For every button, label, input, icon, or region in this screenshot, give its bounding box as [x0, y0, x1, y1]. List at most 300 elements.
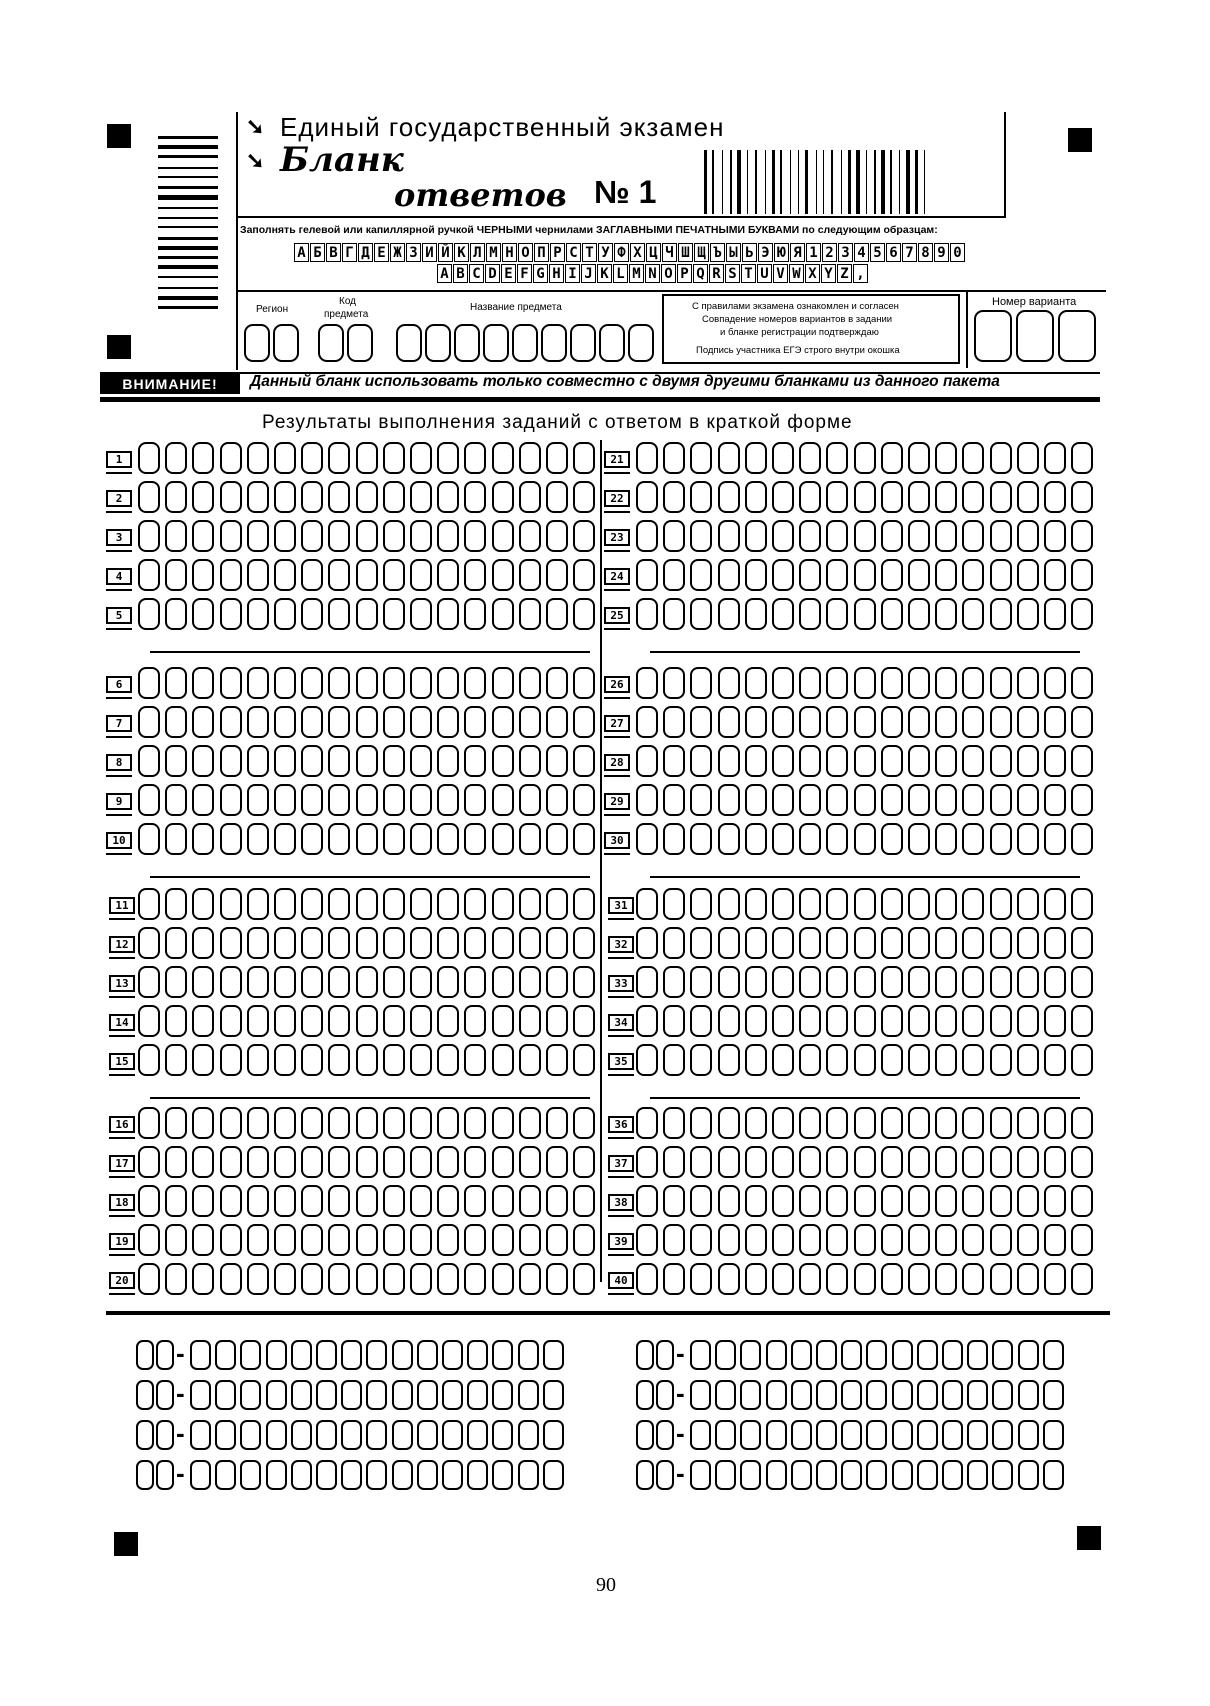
answer-cell-q37[interactable] [799, 1146, 821, 1178]
answer-cell-q8[interactable] [492, 745, 514, 777]
answer-cell-q36[interactable] [935, 1107, 957, 1139]
answer-cell-q16[interactable] [356, 1107, 378, 1139]
answer-cell-q18[interactable] [165, 1185, 187, 1217]
replacement-answer-cell[interactable] [518, 1380, 539, 1410]
answer-cell-q31[interactable] [772, 888, 794, 920]
replacement-answer-cell[interactable] [190, 1340, 211, 1370]
answer-cell-q6[interactable] [301, 667, 323, 699]
answer-cell-q17[interactable] [410, 1146, 432, 1178]
replacement-answer-cell[interactable] [791, 1460, 812, 1490]
answer-cell-q21[interactable] [772, 442, 794, 474]
answer-cell-q32[interactable] [1044, 927, 1066, 959]
answer-cell-q6[interactable] [356, 667, 378, 699]
answer-cell-q11[interactable] [573, 888, 595, 920]
answer-cell-q35[interactable] [1044, 1044, 1066, 1076]
answer-cell-q2[interactable] [220, 481, 242, 513]
replacement-answer-cell[interactable] [866, 1340, 887, 1370]
answer-cell-q22[interactable] [908, 481, 930, 513]
answer-cell-q5[interactable] [356, 598, 378, 630]
answer-cell-q39[interactable] [718, 1224, 740, 1256]
answer-cell-q28[interactable] [718, 745, 740, 777]
answer-cell-q40[interactable] [663, 1263, 685, 1295]
answer-cell-q23[interactable] [990, 520, 1012, 552]
replacement-answer-cell[interactable] [942, 1420, 963, 1450]
answer-cell-q15[interactable] [165, 1044, 187, 1076]
answer-cell-q13[interactable] [437, 966, 459, 998]
answer-cell-q20[interactable] [138, 1263, 160, 1295]
answer-cell-q13[interactable] [301, 966, 323, 998]
subject-name-cell[interactable] [512, 324, 538, 362]
answer-cell-q33[interactable] [1017, 966, 1039, 998]
answer-cell-q26[interactable] [908, 667, 930, 699]
replacement-answer-cell[interactable] [1018, 1460, 1039, 1490]
answer-cell-q17[interactable] [138, 1146, 160, 1178]
replacement-number-cell[interactable] [136, 1420, 154, 1450]
answer-cell-q15[interactable] [247, 1044, 269, 1076]
answer-cell-q17[interactable] [192, 1146, 214, 1178]
answer-cell-q21[interactable] [718, 442, 740, 474]
answer-cell-q19[interactable] [301, 1224, 323, 1256]
answer-cell-q32[interactable] [718, 927, 740, 959]
answer-cell-q19[interactable] [274, 1224, 296, 1256]
answer-cell-q40[interactable] [935, 1263, 957, 1295]
answer-cell-q20[interactable] [220, 1263, 242, 1295]
answer-cell-q26[interactable] [962, 667, 984, 699]
answer-cell-q2[interactable] [138, 481, 160, 513]
answer-cell-q15[interactable] [328, 1044, 350, 1076]
answer-cell-q13[interactable] [220, 966, 242, 998]
answer-cell-q16[interactable] [437, 1107, 459, 1139]
answer-cell-q14[interactable] [192, 1005, 214, 1037]
answer-cell-q21[interactable] [1017, 442, 1039, 474]
replacement-answer-cell[interactable] [291, 1460, 312, 1490]
answer-cell-q25[interactable] [690, 598, 712, 630]
answer-cell-q7[interactable] [492, 706, 514, 738]
answer-cell-q13[interactable] [192, 966, 214, 998]
answer-cell-q20[interactable] [274, 1263, 296, 1295]
answer-cell-q6[interactable] [138, 667, 160, 699]
answer-cell-q13[interactable] [274, 966, 296, 998]
answer-cell-q10[interactable] [356, 823, 378, 855]
answer-cell-q6[interactable] [573, 667, 595, 699]
answer-cell-q20[interactable] [328, 1263, 350, 1295]
answer-cell-q23[interactable] [854, 520, 876, 552]
answer-cell-q37[interactable] [826, 1146, 848, 1178]
replacement-answer-cell[interactable] [190, 1460, 211, 1490]
answer-cell-q12[interactable] [519, 927, 541, 959]
replacement-answer-cell[interactable] [366, 1380, 387, 1410]
replacement-answer-cell[interactable] [942, 1340, 963, 1370]
answer-cell-q14[interactable] [573, 1005, 595, 1037]
answer-cell-q7[interactable] [165, 706, 187, 738]
answer-cell-q1[interactable] [192, 442, 214, 474]
answer-cell-q27[interactable] [636, 706, 658, 738]
replacement-answer-cell[interactable] [316, 1420, 337, 1450]
replacement-number-cell[interactable] [156, 1420, 174, 1450]
answer-cell-q29[interactable] [690, 784, 712, 816]
answer-cell-q2[interactable] [247, 481, 269, 513]
answer-cell-q2[interactable] [274, 481, 296, 513]
answer-cell-q38[interactable] [962, 1185, 984, 1217]
answer-cell-q20[interactable] [519, 1263, 541, 1295]
answer-cell-q24[interactable] [1071, 559, 1093, 591]
replacement-answer-cell[interactable] [841, 1380, 862, 1410]
answer-cell-q36[interactable] [854, 1107, 876, 1139]
answer-cell-q29[interactable] [1017, 784, 1039, 816]
answer-cell-q11[interactable] [247, 888, 269, 920]
answer-cell-q4[interactable] [410, 559, 432, 591]
answer-cell-q10[interactable] [383, 823, 405, 855]
replacement-answer-cell[interactable] [892, 1380, 913, 1410]
replacement-answer-cell[interactable] [967, 1340, 988, 1370]
answer-cell-q10[interactable] [573, 823, 595, 855]
answer-cell-q18[interactable] [437, 1185, 459, 1217]
replacement-answer-cell[interactable] [690, 1460, 711, 1490]
replacement-answer-cell[interactable] [766, 1420, 787, 1450]
answer-cell-q8[interactable] [247, 745, 269, 777]
answer-cell-q35[interactable] [718, 1044, 740, 1076]
answer-cell-q38[interactable] [718, 1185, 740, 1217]
answer-cell-q37[interactable] [1044, 1146, 1066, 1178]
answer-cell-q25[interactable] [990, 598, 1012, 630]
replacement-answer-cell[interactable] [992, 1460, 1013, 1490]
answer-cell-q32[interactable] [690, 927, 712, 959]
answer-cell-q9[interactable] [546, 784, 568, 816]
replacement-answer-cell[interactable] [392, 1380, 413, 1410]
answer-cell-q38[interactable] [826, 1185, 848, 1217]
answer-cell-q10[interactable] [328, 823, 350, 855]
answer-cell-q30[interactable] [854, 823, 876, 855]
answer-cell-q25[interactable] [935, 598, 957, 630]
answer-cell-q9[interactable] [301, 784, 323, 816]
answer-cell-q15[interactable] [138, 1044, 160, 1076]
answer-cell-q32[interactable] [1017, 927, 1039, 959]
answer-cell-q39[interactable] [908, 1224, 930, 1256]
replacement-answer-cell[interactable] [866, 1460, 887, 1490]
answer-cell-q3[interactable] [410, 520, 432, 552]
replacement-answer-cell[interactable] [967, 1380, 988, 1410]
answer-cell-q7[interactable] [383, 706, 405, 738]
answer-cell-q31[interactable] [881, 888, 903, 920]
answer-cell-q38[interactable] [854, 1185, 876, 1217]
replacement-answer-cell[interactable] [866, 1380, 887, 1410]
answer-cell-q33[interactable] [772, 966, 794, 998]
replacement-answer-cell[interactable] [492, 1340, 513, 1370]
answer-cell-q11[interactable] [410, 888, 432, 920]
answer-cell-q19[interactable] [410, 1224, 432, 1256]
replacement-answer-cell[interactable] [392, 1460, 413, 1490]
replacement-answer-cell[interactable] [266, 1420, 287, 1450]
answer-cell-q26[interactable] [745, 667, 767, 699]
answer-cell-q8[interactable] [274, 745, 296, 777]
answer-cell-q31[interactable] [826, 888, 848, 920]
answer-cell-q34[interactable] [826, 1005, 848, 1037]
answer-cell-q37[interactable] [908, 1146, 930, 1178]
answer-cell-q36[interactable] [990, 1107, 1012, 1139]
replacement-answer-cell[interactable] [690, 1380, 711, 1410]
answer-cell-q11[interactable] [383, 888, 405, 920]
replacement-answer-cell[interactable] [442, 1340, 463, 1370]
answer-cell-q18[interactable] [519, 1185, 541, 1217]
answer-cell-q13[interactable] [383, 966, 405, 998]
replacement-answer-cell[interactable] [417, 1340, 438, 1370]
answer-cell-q38[interactable] [799, 1185, 821, 1217]
answer-cell-q6[interactable] [220, 667, 242, 699]
replacement-answer-cell[interactable] [992, 1380, 1013, 1410]
answer-cell-q37[interactable] [881, 1146, 903, 1178]
answer-cell-q36[interactable] [826, 1107, 848, 1139]
answer-cell-q19[interactable] [138, 1224, 160, 1256]
answer-cell-q4[interactable] [274, 559, 296, 591]
answer-cell-q33[interactable] [663, 966, 685, 998]
answer-cell-q1[interactable] [437, 442, 459, 474]
replacement-answer-cell[interactable] [492, 1460, 513, 1490]
answer-cell-q12[interactable] [247, 927, 269, 959]
answer-cell-q30[interactable] [908, 823, 930, 855]
answer-cell-q29[interactable] [935, 784, 957, 816]
answer-cell-q37[interactable] [636, 1146, 658, 1178]
answer-cell-q6[interactable] [464, 667, 486, 699]
answer-cell-q16[interactable] [573, 1107, 595, 1139]
replacement-answer-cell[interactable] [417, 1420, 438, 1450]
answer-cell-q15[interactable] [410, 1044, 432, 1076]
answer-cell-q2[interactable] [192, 481, 214, 513]
replacement-answer-cell[interactable] [917, 1460, 938, 1490]
answer-cell-q15[interactable] [356, 1044, 378, 1076]
answer-cell-q4[interactable] [573, 559, 595, 591]
replacement-answer-cell[interactable] [190, 1420, 211, 1450]
answer-cell-q7[interactable] [220, 706, 242, 738]
answer-cell-q23[interactable] [745, 520, 767, 552]
answer-cell-q14[interactable] [247, 1005, 269, 1037]
answer-cell-q25[interactable] [881, 598, 903, 630]
answer-cell-q14[interactable] [301, 1005, 323, 1037]
answer-cell-q4[interactable] [247, 559, 269, 591]
answer-cell-q14[interactable] [410, 1005, 432, 1037]
answer-cell-q37[interactable] [1071, 1146, 1093, 1178]
answer-cell-q20[interactable] [192, 1263, 214, 1295]
answer-cell-q32[interactable] [745, 927, 767, 959]
answer-cell-q29[interactable] [1044, 784, 1066, 816]
answer-cell-q16[interactable] [301, 1107, 323, 1139]
answer-cell-q13[interactable] [410, 966, 432, 998]
answer-cell-q34[interactable] [908, 1005, 930, 1037]
answer-cell-q18[interactable] [546, 1185, 568, 1217]
answer-cell-q40[interactable] [826, 1263, 848, 1295]
answer-cell-q20[interactable] [464, 1263, 486, 1295]
answer-cell-q7[interactable] [274, 706, 296, 738]
answer-cell-q23[interactable] [636, 520, 658, 552]
answer-cell-q5[interactable] [437, 598, 459, 630]
answer-cell-q7[interactable] [573, 706, 595, 738]
answer-cell-q6[interactable] [410, 667, 432, 699]
answer-cell-q32[interactable] [854, 927, 876, 959]
answer-cell-q7[interactable] [519, 706, 541, 738]
answer-cell-q3[interactable] [546, 520, 568, 552]
answer-cell-q2[interactable] [519, 481, 541, 513]
answer-cell-q21[interactable] [962, 442, 984, 474]
answer-cell-q5[interactable] [492, 598, 514, 630]
answer-cell-q24[interactable] [962, 559, 984, 591]
answer-cell-q12[interactable] [301, 927, 323, 959]
replacement-answer-cell[interactable] [1043, 1460, 1064, 1490]
replacement-answer-cell[interactable] [215, 1460, 236, 1490]
replacement-answer-cell[interactable] [240, 1340, 261, 1370]
answer-cell-q34[interactable] [772, 1005, 794, 1037]
answer-cell-q31[interactable] [962, 888, 984, 920]
answer-cell-q30[interactable] [772, 823, 794, 855]
answer-cell-q12[interactable] [328, 927, 350, 959]
answer-cell-q14[interactable] [519, 1005, 541, 1037]
answer-cell-q3[interactable] [247, 520, 269, 552]
answer-cell-q11[interactable] [220, 888, 242, 920]
answer-cell-q36[interactable] [745, 1107, 767, 1139]
answer-cell-q22[interactable] [772, 481, 794, 513]
answer-cell-q26[interactable] [1071, 667, 1093, 699]
replacement-answer-cell[interactable] [740, 1380, 761, 1410]
answer-cell-q12[interactable] [192, 927, 214, 959]
answer-cell-q19[interactable] [165, 1224, 187, 1256]
answer-cell-q40[interactable] [854, 1263, 876, 1295]
answer-cell-q30[interactable] [636, 823, 658, 855]
replacement-answer-cell[interactable] [816, 1340, 837, 1370]
answer-cell-q9[interactable] [519, 784, 541, 816]
answer-cell-q28[interactable] [962, 745, 984, 777]
answer-cell-q7[interactable] [356, 706, 378, 738]
answer-cell-q35[interactable] [1071, 1044, 1093, 1076]
answer-cell-q18[interactable] [274, 1185, 296, 1217]
replacement-answer-cell[interactable] [543, 1460, 564, 1490]
variant-cell[interactable] [1058, 310, 1096, 362]
answer-cell-q18[interactable] [220, 1185, 242, 1217]
answer-cell-q34[interactable] [718, 1005, 740, 1037]
answer-cell-q24[interactable] [1044, 559, 1066, 591]
answer-cell-q40[interactable] [772, 1263, 794, 1295]
replacement-answer-cell[interactable] [316, 1380, 337, 1410]
replacement-answer-cell[interactable] [291, 1340, 312, 1370]
answer-cell-q16[interactable] [383, 1107, 405, 1139]
answer-cell-q5[interactable] [573, 598, 595, 630]
answer-cell-q11[interactable] [138, 888, 160, 920]
answer-cell-q27[interactable] [1017, 706, 1039, 738]
answer-cell-q23[interactable] [1071, 520, 1093, 552]
answer-cell-q29[interactable] [636, 784, 658, 816]
answer-cell-q9[interactable] [410, 784, 432, 816]
answer-cell-q26[interactable] [935, 667, 957, 699]
answer-cell-q27[interactable] [799, 706, 821, 738]
answer-cell-q24[interactable] [799, 559, 821, 591]
answer-cell-q28[interactable] [854, 745, 876, 777]
answer-cell-q11[interactable] [546, 888, 568, 920]
answer-cell-q15[interactable] [274, 1044, 296, 1076]
answer-cell-q33[interactable] [636, 966, 658, 998]
answer-cell-q37[interactable] [1017, 1146, 1039, 1178]
answer-cell-q9[interactable] [274, 784, 296, 816]
answer-cell-q7[interactable] [546, 706, 568, 738]
replacement-answer-cell[interactable] [266, 1340, 287, 1370]
answer-cell-q23[interactable] [962, 520, 984, 552]
answer-cell-q10[interactable] [274, 823, 296, 855]
answer-cell-q21[interactable] [690, 442, 712, 474]
replacement-answer-cell[interactable] [467, 1380, 488, 1410]
replacement-answer-cell[interactable] [543, 1380, 564, 1410]
answer-cell-q22[interactable] [745, 481, 767, 513]
answer-cell-q20[interactable] [301, 1263, 323, 1295]
answer-cell-q4[interactable] [464, 559, 486, 591]
replacement-answer-cell[interactable] [442, 1460, 463, 1490]
answer-cell-q27[interactable] [962, 706, 984, 738]
answer-cell-q40[interactable] [690, 1263, 712, 1295]
answer-cell-q6[interactable] [274, 667, 296, 699]
answer-cell-q2[interactable] [464, 481, 486, 513]
replacement-number-cell[interactable] [136, 1460, 154, 1490]
answer-cell-q4[interactable] [192, 559, 214, 591]
answer-cell-q3[interactable] [573, 520, 595, 552]
answer-cell-q29[interactable] [908, 784, 930, 816]
answer-cell-q7[interactable] [328, 706, 350, 738]
answer-cell-q13[interactable] [356, 966, 378, 998]
answer-cell-q14[interactable] [492, 1005, 514, 1037]
answer-cell-q38[interactable] [690, 1185, 712, 1217]
answer-cell-q34[interactable] [1017, 1005, 1039, 1037]
answer-cell-q9[interactable] [437, 784, 459, 816]
replacement-answer-cell[interactable] [442, 1380, 463, 1410]
answer-cell-q26[interactable] [663, 667, 685, 699]
answer-cell-q23[interactable] [826, 520, 848, 552]
answer-cell-q21[interactable] [799, 442, 821, 474]
replacement-answer-cell[interactable] [442, 1420, 463, 1450]
answer-cell-q4[interactable] [328, 559, 350, 591]
replacement-answer-cell[interactable] [240, 1380, 261, 1410]
answer-cell-q39[interactable] [935, 1224, 957, 1256]
answer-cell-q22[interactable] [990, 481, 1012, 513]
answer-cell-q13[interactable] [247, 966, 269, 998]
answer-cell-q3[interactable] [519, 520, 541, 552]
replacement-answer-cell[interactable] [740, 1340, 761, 1370]
answer-cell-q36[interactable] [1071, 1107, 1093, 1139]
replacement-answer-cell[interactable] [992, 1340, 1013, 1370]
answer-cell-q16[interactable] [519, 1107, 541, 1139]
answer-cell-q4[interactable] [138, 559, 160, 591]
answer-cell-q29[interactable] [881, 784, 903, 816]
replacement-answer-cell[interactable] [1043, 1380, 1064, 1410]
answer-cell-q3[interactable] [464, 520, 486, 552]
answer-cell-q39[interactable] [881, 1224, 903, 1256]
answer-cell-q15[interactable] [437, 1044, 459, 1076]
replacement-answer-cell[interactable] [841, 1340, 862, 1370]
answer-cell-q9[interactable] [220, 784, 242, 816]
answer-cell-q9[interactable] [383, 784, 405, 816]
replacement-answer-cell[interactable] [417, 1460, 438, 1490]
answer-cell-q17[interactable] [546, 1146, 568, 1178]
answer-cell-q21[interactable] [745, 442, 767, 474]
answer-cell-q27[interactable] [826, 706, 848, 738]
answer-cell-q36[interactable] [908, 1107, 930, 1139]
answer-cell-q14[interactable] [464, 1005, 486, 1037]
answer-cell-q3[interactable] [220, 520, 242, 552]
answer-cell-q14[interactable] [328, 1005, 350, 1037]
replacement-number-cell[interactable] [636, 1340, 654, 1370]
answer-cell-q15[interactable] [383, 1044, 405, 1076]
answer-cell-q24[interactable] [745, 559, 767, 591]
answer-cell-q36[interactable] [690, 1107, 712, 1139]
answer-cell-q5[interactable] [383, 598, 405, 630]
answer-cell-q15[interactable] [519, 1044, 541, 1076]
answer-cell-q24[interactable] [881, 559, 903, 591]
answer-cell-q21[interactable] [636, 442, 658, 474]
answer-cell-q6[interactable] [192, 667, 214, 699]
answer-cell-q33[interactable] [854, 966, 876, 998]
